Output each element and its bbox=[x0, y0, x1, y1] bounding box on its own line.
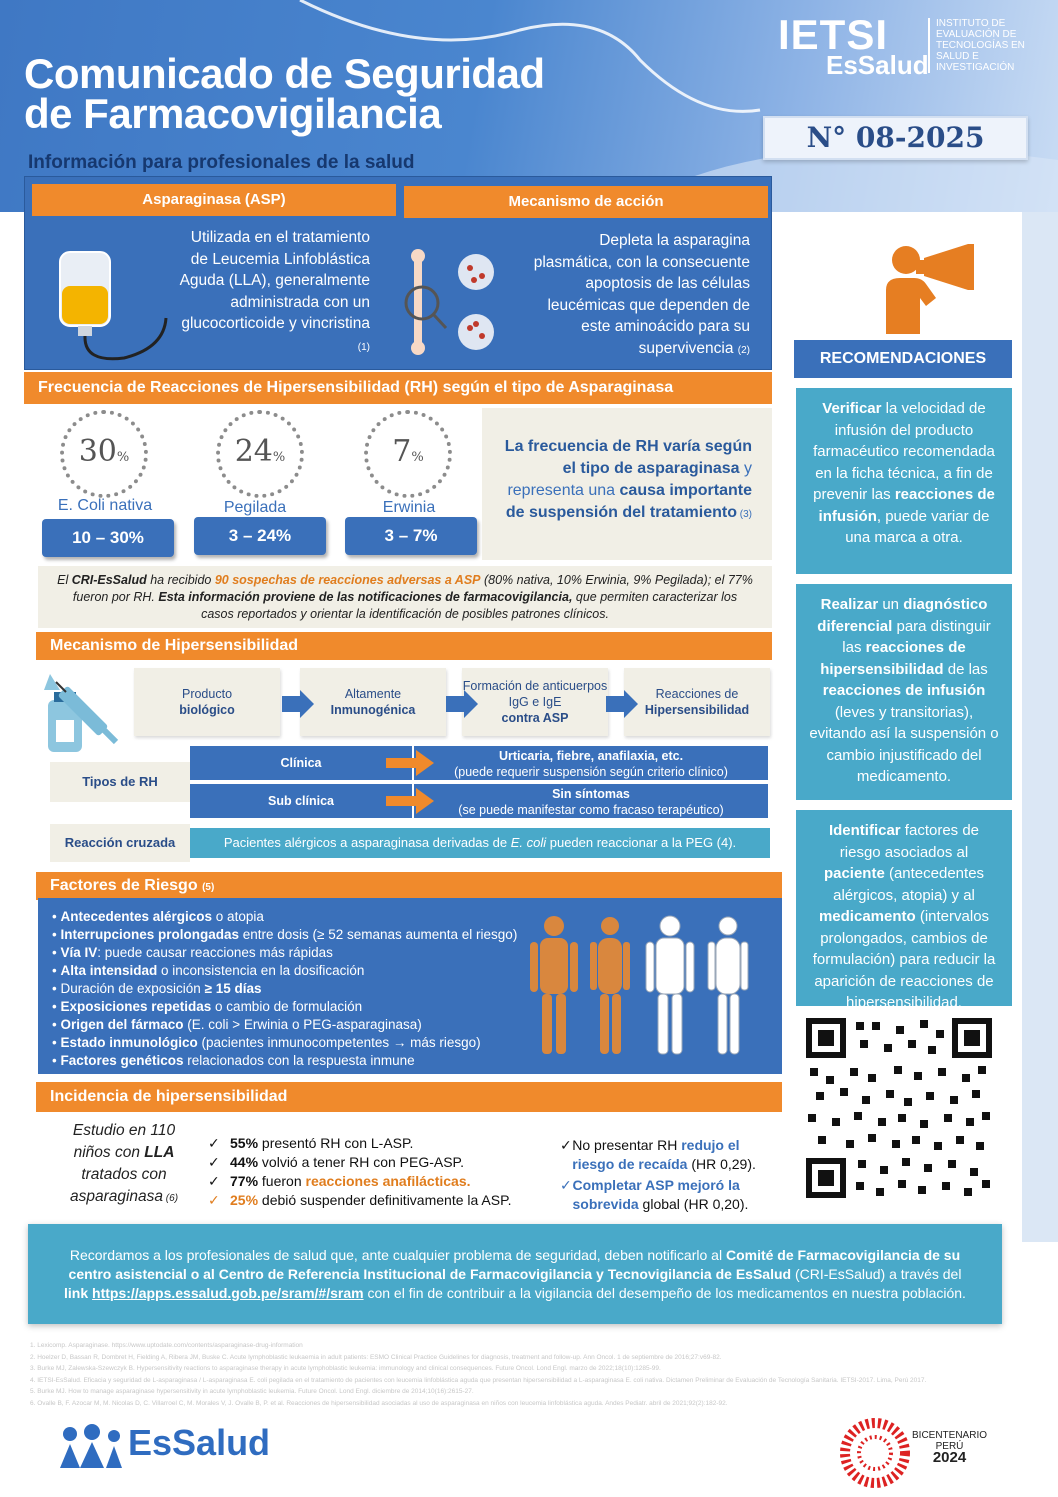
cross-reaction-text: Pacientes alérgicos a asparaginasa derivadas de E. coli pueden reaccionar a la PEG (4). bbox=[190, 828, 770, 858]
cross-reaction-label: Reacción cruzada bbox=[50, 824, 190, 862]
list-item: ✓ No presentar RH redujo el riesgo de recaída (HR 0,29). bbox=[560, 1137, 756, 1172]
incidence-study: Estudio en 110 niños con LLA tratados con asparaginasa (6) bbox=[69, 1122, 179, 1205]
flow-step-1: Producto biológico bbox=[134, 668, 280, 736]
sram-link[interactable]: https://apps.essalud.gob.pe/sram/#/sram bbox=[92, 1285, 364, 1301]
rh-types-label: Tipos de RH bbox=[50, 762, 190, 802]
rh-clinica-label: Clínica bbox=[190, 746, 412, 780]
freq-range-pegilada: 3 – 24% bbox=[194, 517, 326, 555]
bone-cells-icon bbox=[400, 248, 500, 358]
bulletin-number: N° 08-2025 bbox=[763, 116, 1028, 160]
incidence-right-list bbox=[560, 1136, 770, 1214]
freq-circle-ecoli: 30% bbox=[60, 410, 148, 498]
risk-title: Factores de Riesgo (5) bbox=[36, 872, 782, 900]
frequency-note: La frecuencia de RH varía según el tipo de asparaginasa y representa una causa importante de suspensión del tratamiento (3) bbox=[482, 408, 772, 560]
flow-step-3: Formación de anticuerpos IgG e IgE contra ASP bbox=[462, 668, 608, 736]
freq-name-pegilada: Pegilada bbox=[223, 499, 287, 516]
bicentenario-logo: BICENTENARIO PERÚ 2024 bbox=[912, 1430, 988, 1466]
freq-circle-pegilada: 24% bbox=[216, 410, 304, 498]
right-column-background bbox=[1022, 212, 1058, 1242]
essalud-family-icon bbox=[56, 1424, 126, 1468]
human-figures-icon bbox=[522, 912, 762, 1062]
ietsi-logo: IETSI EsSalud INSTITUTO DE EVALUACIÓN DE TECNOLOGÍAS EN SALUD E INVESTIGACIÓN bbox=[778, 16, 888, 54]
vaccine-syringe-icon bbox=[36, 670, 136, 760]
rh-subclinica-label: Sub clínica bbox=[190, 784, 412, 818]
flow-step-4: Reacciones de Hipersensibilidad bbox=[624, 668, 770, 736]
qr-code[interactable] bbox=[806, 1018, 992, 1198]
freq-name-ecoli: E. Coli nativa bbox=[57, 497, 153, 514]
rh-clinica-desc: Urticaria, fiebre, anafilaxia, etc. (puede requerir suspensión según criterio clínico) bbox=[414, 746, 768, 780]
list-item: ✓ 25% debió suspender definitivamente la ASP. bbox=[208, 1192, 512, 1208]
list-item: • Duración de exposición ≥ 15 días bbox=[52, 980, 782, 998]
rh-subclinica-desc: Sin síntomas (se puede manifestar como fracaso terapéutico) bbox=[414, 784, 768, 818]
list-item: • Exposiciones repetidas o cambio de formulación bbox=[52, 998, 782, 1016]
notification-banner: Recordamos a los profesionales de salud que, ante cualquier problema de seguridad, deben notificarlo al Comité de Farmacovigilancia de su centro asistencial o al Centro de Referencia Institucional de Farmacovigilancia y Tecnovigilancia de EsSalud (CRI-EsSalud) a través del link https://apps.essalud.gob.pe/sram/#/sram con el fin de contribuir a la vigilancia del desempeño de los medicamentos en nuestra población. bbox=[28, 1224, 1002, 1324]
essalud-logo: EsSalud bbox=[128, 1422, 271, 1463]
list-item: • Antecedentes alérgicos o atopia bbox=[52, 908, 782, 926]
mechanism-description: Depleta la asparagina plasmática, con la consecuente apoptosis de las células leucémicas que dependen de este aminoácido para su supervivencia (2) bbox=[533, 232, 750, 357]
iv-bag-icon bbox=[54, 248, 184, 368]
list-item: • Interrupciones prolongadas entre dosis (≥ 52 semanas aumenta el riesgo) bbox=[52, 926, 782, 944]
freq-circle-erwinia: 7% bbox=[364, 410, 452, 498]
list-item: • Alta intensidad o inconsistencia en la dosificación bbox=[52, 962, 782, 980]
page-title: Comunicado de Seguridad de Farmacovigilancia bbox=[24, 50, 545, 137]
hyper-title: Mecanismo de Hipersensibilidad bbox=[36, 632, 772, 660]
list-item: • Factores genéticos relacionados con la respuesta inmune bbox=[52, 1052, 782, 1070]
type-arrows bbox=[386, 746, 436, 818]
list-item: ✓ 44% volvió a tener RH con PEG-ASP. bbox=[208, 1154, 464, 1170]
recommendations-title: RECOMENDACIONES bbox=[794, 340, 1012, 378]
megaphone-person-icon bbox=[880, 240, 980, 336]
freq-range-erwinia: 3 – 7% bbox=[345, 517, 477, 555]
freq-range-ecoli: 10 – 30% bbox=[42, 519, 174, 557]
list-item: • Vía IV: puede causar reacciones más rápidas bbox=[52, 944, 782, 962]
recommendation-card-1: Verificar la velocidad de infusión del producto farmacéutico recomendada en la ficha técnica, a fin de prevenir las reacciones de infusión, puede variar de una marca a otra. bbox=[796, 388, 1012, 574]
mechanism-tag: Mecanismo de acción bbox=[404, 186, 768, 218]
asp-tag: Asparaginasa (ASP) bbox=[32, 184, 396, 216]
page-subtitle: Información para profesionales de la salud bbox=[28, 152, 415, 173]
list-item: • Estado inmunológico (pacientes inmunocompetentes → más riesgo) bbox=[52, 1034, 782, 1052]
incidence-title: Incidencia de hipersensibilidad bbox=[36, 1082, 782, 1112]
flow-step-2: Altamente Inmunogénica bbox=[300, 668, 446, 736]
list-item: ✓ Completar ASP mejoró la sobrevida global (HR 0,20). bbox=[560, 1177, 749, 1212]
freq-name-erwinia: Erwinia bbox=[382, 499, 436, 516]
cri-notice: El CRI-EsSalud ha recibido 90 sospechas de reacciones adversas a ASP (80% nativa, 10% Erwinia, 9% Pegilada); el 77% fueron por RH. Esta información proviene de las notificaciones de farmacovigilancia, que permiten caracterizar los casos reportados y orientar la identificación de posibles patrones clínicos. bbox=[38, 566, 772, 628]
asp-description: Utilizada en el tratamiento de Leucemia Linfoblástica Aguda (LLA), generalmente administrada con un glucocorticoide y vincristina (1) bbox=[179, 229, 370, 353]
list-item: ✓ 77% fueron reacciones anafilácticas. bbox=[208, 1173, 471, 1189]
list-item: ✓ 55% presentó RH con L-ASP. bbox=[208, 1135, 414, 1151]
frequency-title: Frecuencia de Reacciones de Hipersensibilidad (RH) según el tipo de Asparaginasa bbox=[24, 372, 772, 404]
recommendation-card-2: Realizar un diagnóstico diferencial para distinguir las reacciones de hipersensibilidad de las reacciones de infusión (leves y transitorias), evitando así la suspensión o cambio injustificado del medicamento. bbox=[796, 584, 1012, 800]
flow-arrows bbox=[270, 690, 770, 720]
recommendation-card-3: Identificar factores de riesgo asociados al paciente (antecedentes alérgicos, atopia) y al medicamento (intervalos prolongados, cambios de formulación) para reducir la aparición de reacciones de hipersensibilidad. bbox=[796, 810, 1012, 1006]
incidence-left-list bbox=[208, 1134, 548, 1210]
list-item: • Origen del fármaco (E. coli > Erwinia o PEG-asparaginasa) bbox=[52, 1016, 782, 1034]
references-list: 1. Lexicomp. Asparaginase. https://www.uptodate.com/contents/asparaginase-drug-information 2. Hoelzer D, Bassan R, Dombret H, Fielding A, Ribera JM, Buske C. Acute lymphoblastic leukaemia in adult patients: ESMO Clinical Practice Guidelines for diagnosis, treatment and follow-up. Ann Oncol. 1 de septiembre de 2016;27:v69-82. 3. Burke MJ, Zalewska-Szewczyk B. Hypersensitivity reactions to asparaginase therapy in acute lymphoblastic leukemia: immunology and clinical consequences. Future Oncol. Lond Engl. marzo de 2022;18(10):1285-99. 4. IETSI-EsSalud. Eficacia y seguridad de L-asparaginasa / L-asparaginasa E. coli pegilada en el tratamiento de pacientes con leucemia linfoblástica aguda que presentan hipersensibilidad a L-asparaginasa E. coli nativa. Dictamen Preliminar de Evaluación de Tecnología Sanitaria. IETSI-2017. Lima, Perú 2017. 5. Burke MJ. How to manage asparaginase hypersensitivity in acute lymphoblastic leukemia. Future Oncol. Lond Engl. diciembre de 2014;10(16):2615-27. 6. Ovalle B, F. Azocar M, M. Nicolas D, C. Villarroel C, M. Morales V, J. Ovalle B, P. et al. Reacciones de hipersensibilidad asociadas al uso de asparaginasa en niños con leucemia linfoblástica aguda. Andes Pediatr. abril de 2021;92(2):182-92. bbox=[30, 1342, 927, 1407]
bicentenario-logo-icon bbox=[840, 1418, 910, 1488]
